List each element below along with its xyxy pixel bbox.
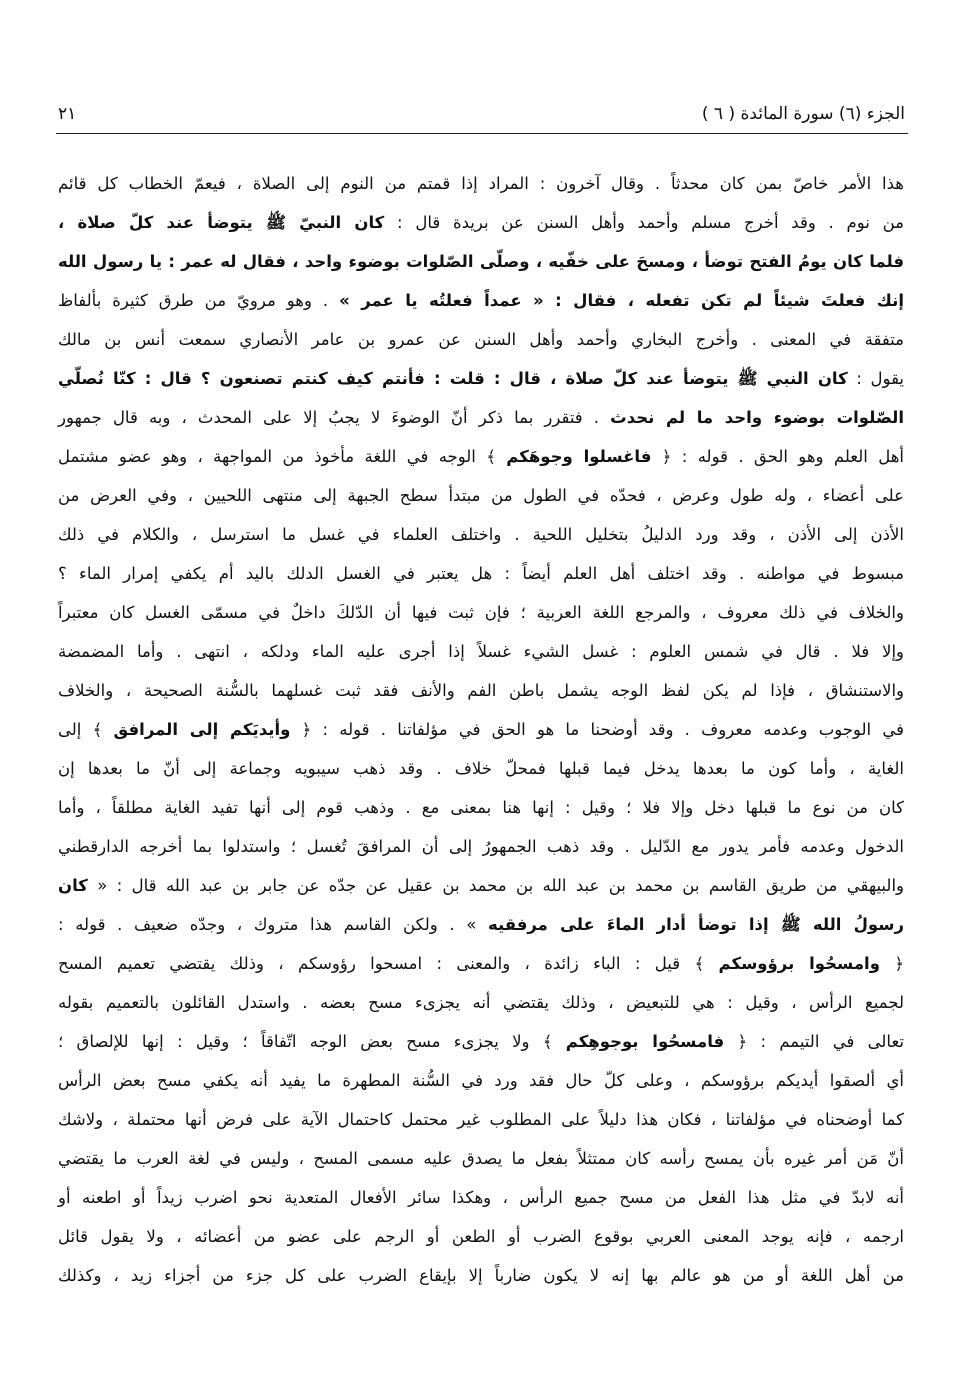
text-segment: مبسوط في مواطنه . وقد اختلف أهل العلم أيضاً : هل يعتبر في الغسل الدلك باليد أم يكفي إمرار الماء ؟ [58, 564, 904, 583]
text-line [58, 983, 904, 1022]
text-segment: أي ألصقوا أيديكم برؤوسكم ، وعلى كلّ حال فقد ورد في السُّنة المطهرة ما يفيد أنه يكفي مسح بعض الرأس [58, 1071, 904, 1090]
page-header [58, 100, 905, 132]
text-line [58, 515, 904, 554]
text-line [58, 1061, 904, 1100]
text-segment: والخلاف في ذلك معروف ، والمرجع اللغة العربية ؛ فإن ثبت فيها أن الدّلكَ داخلٌ في مسمّى الغسل كان معتبراً [58, 603, 904, 622]
text-segment: يقول : [847, 369, 905, 388]
bold-quote-segment: كان [58, 876, 88, 895]
bold-quote-segment: فلما كان يومُ الفتح توضأ ، ومسحَ على خفّيه ، وصلّى الصّلوات بوضوء واحد ، فقال له عمر : يا رسول الله [58, 252, 904, 271]
text-line [58, 749, 904, 788]
text-line [58, 710, 904, 749]
bold-quote-segment: وامسحُوا برؤوسكم [718, 954, 880, 973]
text-line [58, 359, 904, 398]
text-segment: ﴾ ولا يجزىء مسح بعض الوجه اتّفاقاً ؛ وقيل : إنها للإلصاق ؛ [58, 1032, 566, 1051]
text-segment: . وهو مرويّ من طرق كثيرة بألفاظ [58, 291, 340, 310]
text-segment: ﴾ قيل : الباء زائدة ، والمعنى : امسحوا رؤوسكم ، وذلك يقتضي تعميم المسح [58, 954, 719, 973]
text-segment: في الوجوب وعدمه معروف . وقد أوضحنا ما هو الحق في مؤلفاتنا . قوله : ﴿ [290, 720, 904, 739]
text-line [58, 476, 904, 515]
text-segment: كان من نوع ما قبلها دخل وإلا فلا ؛ وقيل : إنها هنا بمعنى مع . وذهب قوم إلى أنها تفيد الغاية مطلقاً ، وأما [58, 798, 904, 817]
bold-quote-segment: رسولُ الله ﷺ إذا توضأ أدار الماءَ على مرفقيه [487, 915, 904, 934]
text-line [58, 944, 904, 983]
text-line [58, 242, 904, 281]
text-segment: الدخول وعدمه فأمر يدور مع الدّليل . وقد ذهب الجمهورُ إلى أن المرافقَ تُغسل ؛ واستدلوا بما أخرجه الدارقطني [58, 837, 904, 856]
text-segment: ﴿ [879, 954, 904, 973]
page-number: ٢١ [58, 104, 77, 124]
text-segment: على أعضاء ، وله طول وعرض ، فحدّه في الطول من مبتدأ سطح الجبهة إلى منتهى اللحيين ، وفي العرض من [58, 486, 904, 505]
text-segment: ارجمه ، فإنه يوجد المعنى العربي بوقوع الضرب أو الطعن أو الرجم على عضو من أعضائه ، ولا يقول قائل [58, 1227, 904, 1246]
text-line [58, 164, 904, 203]
text-line [58, 827, 904, 866]
text-line [58, 1178, 904, 1217]
text-line [58, 632, 904, 671]
text-segment: » . ولكن القاسم هذا متروك ، وجدّه ضعيف . قوله : [58, 915, 488, 934]
text-line [58, 866, 904, 905]
text-segment: هذا الأمر خاصّ بمن كان محدثاً . وقال آخرون : المراد إذا قمتم من النوم إلى الصلاة ، فيعمّ الخطاب كل قائم [58, 174, 904, 193]
bold-quote-segment: فاغسلوا وجوهَكم [506, 447, 652, 466]
text-segment: تعالى في التيمم : ﴿ [724, 1032, 904, 1051]
body-text [58, 164, 904, 1295]
text-segment: وإلا فلا . قال في شمس العلوم : غسل الشيء غسلاً إذا أجرى عليه الماء ودلكه ، انتهى . وأما المضمضة [58, 642, 904, 661]
text-segment: والبيهقي من طريق القاسم بن محمد بن عبد الله بن محمد بن عقيل عن جدّه عن جابر بن عبد الله قال : « [87, 876, 904, 895]
text-line [58, 1217, 904, 1256]
bold-quote-segment: كان النبيّ ﷺ يتوضأ عند كلّ صلاة ، [58, 213, 385, 232]
text-segment: ﴾ الوجه في اللغة مأخوذ من المواجهة ، وهو عضو مشتمل [58, 447, 507, 466]
text-line [58, 320, 904, 359]
text-line [58, 203, 904, 242]
text-line [58, 1139, 904, 1178]
text-line [58, 437, 904, 476]
bold-quote-segment: الصّلوات بوضوء واحد ما لم نحدث [610, 408, 904, 427]
text-line [58, 788, 904, 827]
text-segment: لجميع الرأس ، وقيل : هي للتبعيض ، وذلك يقتضي أنه يجزىء مسح بعضه . واستدل القائلون بالتعميم بقوله [58, 993, 904, 1012]
header-rule [56, 133, 908, 134]
text-line [58, 1256, 904, 1295]
bold-quote-segment: فامسحُوا بوجوهِكم [565, 1032, 725, 1051]
bold-quote-segment: وأيديَكم إلى المرافق [113, 720, 291, 739]
text-line [58, 1022, 904, 1061]
bold-quote-segment: كان النبي ﷺ يتوضأ عند كلّ صلاة ، قال : قلت : فأنتم كيف كنتم تصنعون ؟ قال : كنّا نُصلّي [58, 369, 848, 388]
text-line [58, 905, 904, 944]
text-segment: والاستنشاق ، فإذا لم يكن لفظ الوجه يشمل باطن الفم والأنف فقد ثبت غسلهما بالسُّنة الصحيحة ، والخلاف [58, 681, 904, 700]
text-segment: ﴾ إلى [58, 720, 114, 739]
text-segment: أهل العلم وهو الحق . قوله : ﴿ [651, 447, 905, 466]
bold-quote-segment: إنك فعلتَ شيئاً لم تكن تفعله ، فقال : « عمداً فعلتُه يا عمر » [339, 291, 904, 310]
text-line [58, 281, 904, 320]
text-line [58, 1100, 904, 1139]
text-line [58, 554, 904, 593]
running-title: الجزء (٦) سورة المائدة ( ٦ ) [701, 104, 905, 124]
text-segment: متفقة في المعنى . وأخرج البخاري وأحمد وأهل السنن عن عمرو بن عامر الأنصاري سمعت أنس بن مالك [58, 330, 904, 349]
text-line [58, 398, 904, 437]
text-line [58, 593, 904, 632]
text-segment: الغاية ، وأما كون ما بعدها يدخل فيما قبلها فمحلّ خلاف . وقد ذهب سيبويه وجماعة إلى أنّ ما بعدها إن [58, 759, 904, 778]
text-segment: أنّ مَن أمر غيره بأن يمسح رأسه كان ممتثلاً بفعل ما يصدق عليه مسمى المسح ، وليس في لغة العرب ما يقتضي [58, 1149, 904, 1168]
text-segment: من نوم . وقد أخرج مسلم وأحمد وأهل السنن عن بريدة قال : [384, 213, 904, 232]
text-segment: . فتقرر بما ذكر أنّ الوضوءَ لا يجبُ إلا على المحدث ، وبه قال جمهور [58, 408, 611, 427]
text-segment: أنه لابدّ في مثل هذا الفعل من مسح جميع الرأس ، وهكذا سائر الأفعال المتعدية نحو اضرب زيداً أو اطعنه أو [58, 1188, 904, 1207]
text-segment: الأذن إلى الأذن ، وقد ورد الدليلُ بتخليل اللحية . واختلف العلماء في غسل ما استرسل ، والكلام في ذلك [58, 525, 904, 544]
text-line [58, 671, 904, 710]
text-segment: من أهل اللغة أو من هو عالم بها إنه لا يكون ضارباً إلا بإيقاع الضرب على كل جزء من أجزاء زيد ، وكذلك [58, 1266, 904, 1285]
text-segment: كما أوضحناه في مؤلفاتنا ، فكان هذا دليلاً على المطلوب غير محتمل كاحتمال الآية على فرض أنها محتملة ، ولاشك [58, 1110, 904, 1129]
